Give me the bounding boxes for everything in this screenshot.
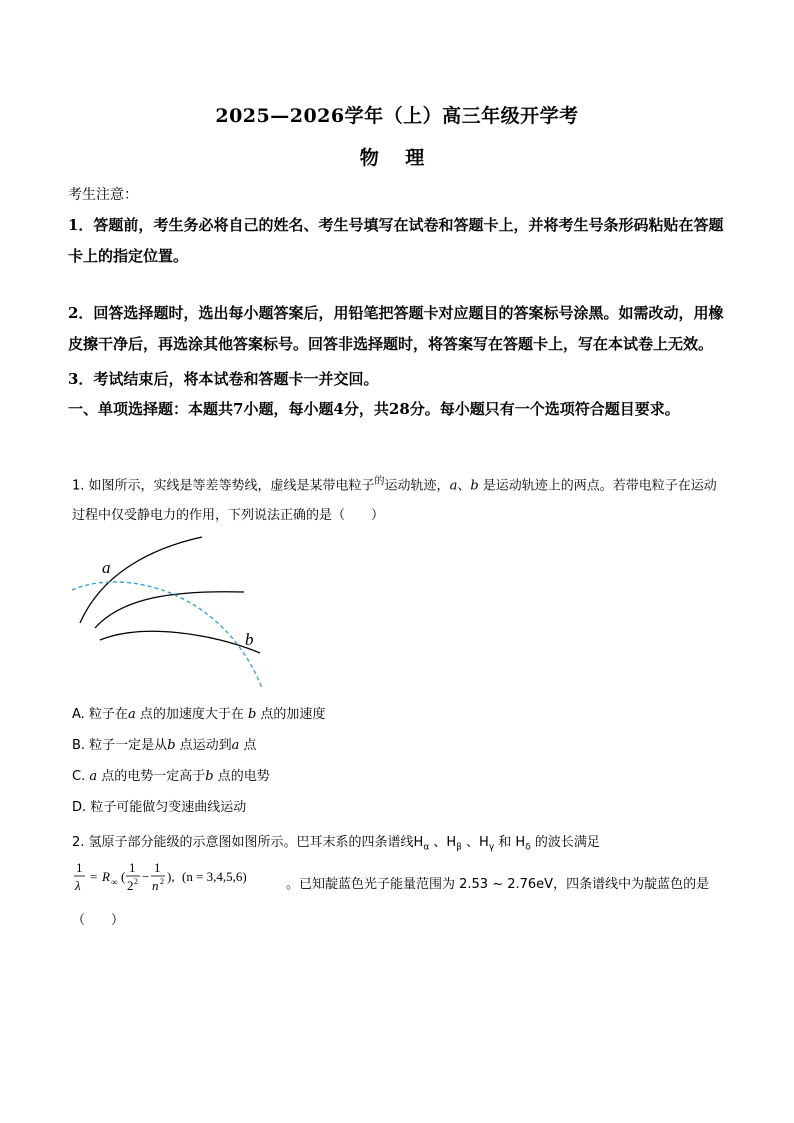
q2-stem: 2. 氢原子部分能级的示意图如图所示。巴耳末系的四条谱线H [72, 835, 424, 850]
q1-stem-d: 、 [457, 478, 471, 494]
q1-var-a: a [449, 478, 458, 494]
formula-lambda: λ [75, 878, 81, 893]
point-b-label: b [245, 630, 254, 649]
notice-item-1: 1．答题前，考生务必将自己的姓名、考生号填写在试卷和答题卡上，并将考生号条形码粘贴在答题卡上的指定位置。 [68, 216, 724, 265]
q1-option-b-mid: 点运动到 [175, 738, 232, 753]
q2-sub-delta: δ [525, 842, 531, 853]
formula-f2-den: n [152, 878, 159, 893]
notice-item-3: 3．考试结束后，将本试卷和答题卡一并交回。 [68, 370, 379, 388]
question-1-stem [72, 467, 722, 531]
formula-one: 1 [76, 860, 83, 875]
formula-f1-exp: 2 [134, 877, 138, 886]
q1-stem-b: 的 [374, 476, 385, 487]
q1-stem-a: 1. 如图所示，实线是等差等势线，虚线是某带电粒子 [72, 478, 375, 494]
section-heading: 一、单项选择题：本题共7小题，每小题4分，共28分。每小题只有一个选项符合题目要求。 [68, 400, 680, 418]
balmer-formula [72, 860, 286, 894]
notice-heading: 考生注意： [68, 187, 138, 203]
q2-sub-gamma: γ [488, 842, 495, 853]
q1-option-a [72, 703, 325, 722]
notice-item-2: 2．回答选择题时，选出每小题答案后，用铅笔把答题卡对应题目的答案标号涂黑。如需改动，用橡皮擦干净后，再选涂其他答案标号。回答非选择题时，将答案写在答题卡上，写在本试卷上无效。 [68, 304, 724, 353]
q1-option-a-var1: a [127, 707, 136, 722]
q1-option-a-var2: b [247, 707, 257, 722]
q1-option-b-var2: a [231, 738, 240, 753]
formula-f1-den: 2 [127, 878, 134, 893]
q1-option-b-var1: b [167, 738, 176, 753]
q1-stem-e: 是运动轨迹上的两点。若带电粒子在运动过程中仅受静电力的作用，下列说法正确的是（ ） [72, 478, 717, 524]
q1-option-b [72, 734, 257, 753]
q1-option-d: D. 粒子可能做匀变速曲线运动 [72, 800, 247, 815]
equipotential-line-2 [95, 592, 244, 628]
q2-answer-paren: （ ） [72, 913, 125, 928]
exam-title: 2025—2026学年（上）高三年级开学考 [215, 105, 579, 127]
q1-option-b-suffix: 点 [239, 738, 257, 753]
equipotential-line-1 [80, 537, 202, 623]
formula-f1-num: 1 [129, 860, 136, 875]
exam-subject: 物 理 [359, 147, 435, 169]
q1-option-c-suffix: 点的电势 [213, 769, 270, 784]
question-2-stem [72, 828, 722, 863]
q2-stem-after: 。已知靛蓝色光子能量范围为 2.53 ~ 2.76eV，四条谱线中为靛蓝色的是 [286, 877, 710, 892]
q1-option-c [72, 765, 270, 784]
q1-option-a-suffix: 点的加速度 [256, 707, 326, 722]
q2-stem-end: 的波长满足 [530, 835, 600, 850]
formula-f2-num: 1 [154, 860, 161, 875]
q2-formula-line [72, 860, 732, 894]
q2-sep1: 、H [429, 835, 457, 850]
point-a-label: a [102, 558, 111, 577]
q1-option-c-var1: a [89, 769, 98, 784]
q1-option-c-mid: 点的电势一定高于 [97, 769, 206, 784]
q2-sep3: 和 H [494, 835, 526, 850]
formula-close: ), [167, 869, 175, 884]
q1-option-c-prefix: C. [72, 769, 90, 784]
formula-open: ( [121, 869, 126, 884]
q1-option-b-prefix: B. 粒子一定是从 [72, 738, 168, 753]
q1-option-a-prefix: A. 粒子在 [72, 707, 128, 722]
formula-condition: (n = 3,4,5,6) [182, 869, 247, 884]
q1-figure [62, 528, 272, 693]
particle-trajectory [72, 582, 262, 688]
formula-minus: − [142, 869, 150, 884]
formula-R: R [102, 869, 110, 884]
q1-var-b: b [470, 478, 479, 494]
q2-sub-alpha: α [423, 842, 430, 853]
formula-inf: ∞ [111, 877, 118, 887]
q1-option-a-mid: 点的加速度大于在 [135, 707, 248, 722]
q1-option-c-var2: b [205, 769, 214, 784]
formula-f2-exp: 2 [160, 877, 164, 886]
q1-stem-c: 运动轨迹， [384, 478, 450, 494]
q2-sub-beta: β [456, 842, 462, 853]
formula-eq: = [90, 869, 98, 884]
q2-sep2: 、H [461, 835, 489, 850]
